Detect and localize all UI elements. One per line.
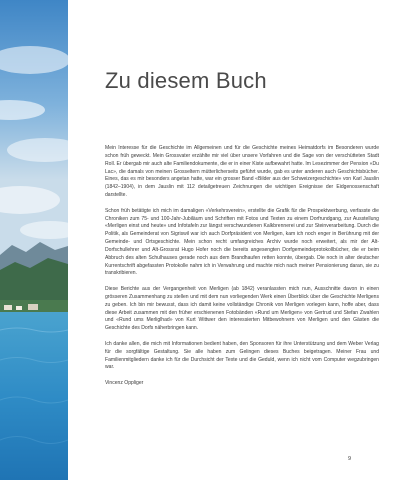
paragraph: Schon früh betätigte ich mich im damaligen «Verkehrsverein», erstellte die Grafik für die Prospektwerbung, verfasste die Chroniken zum 75- und 100-Jahr-Jubiläum und Schriften mit Fotos und Texten zu einem Dorfrundgang, zur Ausstellung «Merligen einst und heute» und Infotafeln zur längst verschwundenen Kalkbrennerei und zur Steinverarbeitung. Durch die Politik, als Gemeinderat von Sigriswil war ich auch Dorfpräsident von Merligen, kam ich noch enger in Berührung mit der Gemeinde- und Ortsgeschichte. Mein schon recht umfangreiches Archiv wurde noch erweitert, als mir der Alt-Dorfschullehrer und Alt-Grossrat Hugo Hofer noch die bereits angesengten Dorfgemeindeprotokollbücher, die er beim Abbruch des alten Schulhauses gerade noch aus dem Brandhaufen retten konnte, übergab. Die noch in alter deutscher Kurrentschrift abgefassten Protokolle nahm ich in Verwahrung und machte mich nach meiner Pensionierung daran, sie zu transkribieren. — [105, 207, 379, 277]
paragraph: Mein Interesse für die Geschichte im Allgemeinen und für die Geschichte meines Heimatdorfs im Besonderen wurde schon früh geweckt. Mein Grossvater erzählte mir viel über unsere Vorfahren und die Sage von der verschütteten Stadt Roll. Er übergab mir auch alte Familiendokumente, die er in einer Kiste aufbewahrt hatte. Im Lesezimmer der Pension «Du Lac», die damals von meinen Grosseltern mütterlicherseits geführt wurde, gab es unter anderen auch Geschichtsbücher. Eines, das es mir besonders angetan hatte, war ein grosser Band «Bilder aus der Schweizergeschichte» von Karl Jauslin (1842–1904), in dem Jauslin mit 112 detailgetreuen Zeichnungen die wichtigen Ereignisse der Eidgenossenschaft darstellte. — [105, 145, 379, 199]
body-text — [105, 145, 379, 396]
book-page — [68, 0, 408, 480]
paragraph: Ich danke allen, die mich mit Informationen bedient haben, den Sponsoren für ihre Unterstützung und dem Weber Verlag für die sorgfältige Gestaltung. Sie alle haben zum Gelingen dieses Buches beigetragen. Meiner Frau und Familienmitgliedern danke ich für die Durchsicht der Texte und die Geduld, wenn ich nicht vom Computer wegzubringen war. — [105, 340, 379, 371]
paragraph: Diese Berichte aus der Vergangenheit von Merligen (ab 1842) veranlassten mich nun, Ausschnitte davon in einen grösseren Zusammenhang zu stellen und mit dem nun vorliegenden Werk einen Überblick über die Geschichte Merligens zu geben. Ich bin mir bewusst, dass ich damit keine vollständige Chronik von Merligen vorlegen kann, hoffe aber, dass diese Arbeit zusammen mit den früher erschienenen Fotobänden «Rund um Merligen» von Gertrud und Stefan Zwahlen und «Rund ums Merliglhad» von Kurt Wittwer den interessierten Mitbewohnern von Merligen und den Gästen die Geschichte des Dorfs näherbringen kann. — [105, 286, 379, 332]
page-number: 9 — [347, 456, 351, 462]
page-title: Zu diesem Buch — [105, 68, 267, 93]
author-signature: Vincenz Oppliger — [105, 380, 144, 387]
lake-photo — [0, 0, 68, 480]
lake-photo-strip — [0, 0, 68, 480]
